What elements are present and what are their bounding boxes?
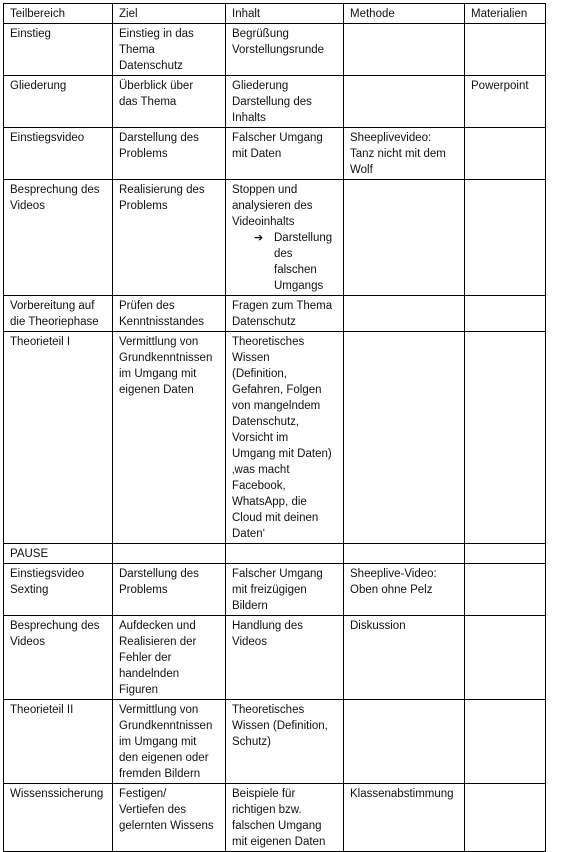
cell-text-line: Einstieg in das xyxy=(119,28,194,40)
cell-text-line: Theoretisches xyxy=(232,704,305,716)
cell-text-line: Datenschutz, xyxy=(232,416,300,428)
cell-ziel xyxy=(113,564,226,616)
cell-methode xyxy=(344,76,465,128)
cell-inhalt xyxy=(226,332,344,544)
cell-text-line: Problems xyxy=(119,584,168,596)
cell-methode xyxy=(344,332,465,544)
table-row xyxy=(4,76,546,128)
table-row xyxy=(4,128,546,180)
table-row xyxy=(4,784,546,852)
cell-text-line: Prüfen des xyxy=(119,300,175,312)
cell-text-line: Klassenabstimmung xyxy=(350,788,454,800)
cell-text-line: Powerpoint xyxy=(471,80,529,92)
cell-text-line: Datenschutz xyxy=(232,316,296,328)
cell-materialien xyxy=(465,332,546,544)
cell-text-line: Sexting xyxy=(10,584,49,596)
cell-text-line: mit freizügigen xyxy=(232,584,307,596)
cell-methode xyxy=(344,180,465,296)
cell-teilbereich xyxy=(4,332,113,544)
cell-text-line: Vermittlung von xyxy=(119,704,199,716)
cell-text-line: Falscher Umgang xyxy=(232,132,323,144)
arrow-bullet-line: Umgangs xyxy=(274,280,324,292)
cell-text-line: richtigen bzw. xyxy=(232,804,302,816)
cell-materialien xyxy=(465,128,546,180)
cell-text-line: Theorieteil II xyxy=(10,704,74,716)
cell-text-line: Handlung des xyxy=(232,620,303,632)
cell-text-line: Inhalts xyxy=(232,112,266,124)
table-row xyxy=(4,296,546,332)
cell-text-line: Darstellung des xyxy=(232,96,312,108)
cell-text-line: im Umgang mit xyxy=(119,736,197,748)
cell-text-line: Falscher Umgang xyxy=(232,568,323,580)
cell-text-line: Sheeplivevideo: xyxy=(350,132,432,144)
cell-materialien xyxy=(465,296,546,332)
header-methode: Methode xyxy=(344,4,465,24)
table-body xyxy=(4,24,546,852)
cell-methode xyxy=(344,544,465,564)
table-row xyxy=(4,616,546,700)
cell-teilbereich xyxy=(4,616,113,700)
cell-text-line: Grundkenntnissen xyxy=(119,352,213,364)
cell-methode xyxy=(344,616,465,700)
cell-text-line: Begrüßung xyxy=(232,28,289,40)
cell-text-line: Sheeplive-Video: xyxy=(350,568,437,580)
cell-text-line: fremden Bildern xyxy=(119,768,201,780)
cell-text-line: Oben ohne Pelz xyxy=(350,584,433,596)
cell-text-line: Videos xyxy=(10,200,45,212)
cell-materialien xyxy=(465,544,546,564)
cell-text-line: Problems xyxy=(119,200,168,212)
cell-text-line: handelnden xyxy=(119,668,180,680)
cell-text-line: Videos xyxy=(232,636,267,648)
cell-text-line: Realisierung des xyxy=(119,184,205,196)
cell-teilbereich xyxy=(4,784,113,852)
cell-methode xyxy=(344,128,465,180)
cell-text-line: falschen Umgang xyxy=(232,820,322,832)
cell-text-line: Vorstellungsrunde xyxy=(232,44,325,56)
cell-teilbereich xyxy=(4,180,113,296)
cell-text-line: Einstiegsvideo xyxy=(10,132,85,144)
cell-text-line: analysieren des xyxy=(232,200,313,212)
cell-materialien xyxy=(465,24,546,76)
arrow-bullet xyxy=(232,230,337,294)
cell-teilbereich xyxy=(4,24,113,76)
table-row xyxy=(4,700,546,784)
cell-text-line: WhatsApp, die xyxy=(232,496,307,508)
cell-text-line: Wissenssicherung xyxy=(10,788,104,800)
cell-text-line: Diskussion xyxy=(350,620,406,632)
cell-text-line: eigenen Daten xyxy=(119,384,194,396)
cell-materialien xyxy=(465,180,546,296)
cell-text-line: Realisieren der xyxy=(119,636,197,648)
cell-ziel xyxy=(113,784,226,852)
table-row xyxy=(4,544,546,564)
cell-methode xyxy=(344,784,465,852)
cell-text-line: Facebook, xyxy=(232,480,286,492)
cell-text-line: Cloud mit deinen xyxy=(232,512,319,524)
table-header-row xyxy=(4,4,546,24)
cell-teilbereich xyxy=(4,700,113,784)
cell-materialien xyxy=(465,784,546,852)
cell-text-line: Wolf xyxy=(350,164,373,176)
cell-text-line: das Thema xyxy=(119,96,177,108)
cell-text-line: mit eigenen Daten xyxy=(232,836,326,848)
cell-text-line: Datenschutz xyxy=(119,60,183,72)
cell-text-line: im Umgang mit xyxy=(119,368,197,380)
header-ziel: Ziel xyxy=(113,4,226,24)
cell-materialien xyxy=(465,564,546,616)
cell-text-line: Kenntnisstandes xyxy=(119,316,205,328)
table-row xyxy=(4,24,546,76)
cell-inhalt xyxy=(226,784,344,852)
table-row xyxy=(4,564,546,616)
cell-text-line: Theorieteil I xyxy=(10,336,71,348)
cell-text-line: Gliederung xyxy=(232,80,289,92)
cell-text-line: Darstellung des xyxy=(119,568,199,580)
cell-inhalt xyxy=(226,616,344,700)
cell-methode xyxy=(344,296,465,332)
cell-teilbereich xyxy=(4,296,113,332)
cell-teilbereich xyxy=(4,564,113,616)
cell-text-line: Aufdecken und xyxy=(119,620,196,632)
cell-ziel xyxy=(113,700,226,784)
cell-ziel xyxy=(113,616,226,700)
cell-text-line: ‚was macht xyxy=(232,464,290,476)
cell-teilbereich xyxy=(4,76,113,128)
cell-text-line: Umgang mit Daten) xyxy=(232,448,332,460)
cell-ziel xyxy=(113,296,226,332)
cell-inhalt xyxy=(226,564,344,616)
cell-ziel xyxy=(113,332,226,544)
cell-text-line: Überblick über xyxy=(119,80,194,92)
cell-text-line: Vorbereitung auf xyxy=(10,300,95,312)
header-teilbereich: Teilbereich xyxy=(4,4,113,24)
cell-text-line: von mangelndem xyxy=(232,400,321,412)
cell-inhalt xyxy=(226,24,344,76)
arrow-bullet-text xyxy=(274,230,332,294)
cell-text-line: Gefahren, Folgen xyxy=(232,384,322,396)
cell-text-line: Fehler der xyxy=(119,652,172,664)
cell-text-line: Thema xyxy=(119,44,155,56)
cell-text-line: Wissen xyxy=(232,352,270,364)
header-materialien: Materialien xyxy=(465,4,546,24)
cell-inhalt xyxy=(226,296,344,332)
cell-text-line: gelernten Wissens xyxy=(119,820,214,832)
cell-inhalt xyxy=(226,700,344,784)
cell-text-line: Besprechung des xyxy=(10,620,100,632)
cell-text-line: Gliederung xyxy=(10,80,67,92)
cell-text-line: Videoinhalts xyxy=(232,216,295,228)
cell-inhalt xyxy=(226,544,344,564)
cell-materialien xyxy=(465,616,546,700)
cell-text-line: Vermittlung von xyxy=(119,336,199,348)
cell-text-line: Besprechung des xyxy=(10,184,100,196)
cell-text-line: Videos xyxy=(10,636,45,648)
cell-text-line: Festigen/ xyxy=(119,788,167,800)
cell-inhalt xyxy=(226,128,344,180)
cell-text-line: Vertiefen des xyxy=(119,804,187,816)
arrow-bullet-line: des xyxy=(274,248,293,260)
right-arrow-icon: ➔ xyxy=(254,231,264,244)
cell-methode xyxy=(344,564,465,616)
cell-text-line: mit Daten xyxy=(232,148,282,160)
cell-text-line: Problems xyxy=(119,148,168,160)
cell-text-line: Beispiele für xyxy=(232,788,296,800)
arrow-bullet-line: Darstellung xyxy=(274,232,333,244)
cell-teilbereich xyxy=(4,544,113,564)
cell-text-line: Bildern xyxy=(232,600,268,612)
cell-ziel xyxy=(113,544,226,564)
cell-methode xyxy=(344,24,465,76)
table-row xyxy=(4,332,546,544)
cell-ziel xyxy=(113,128,226,180)
cell-text-line: Figuren xyxy=(119,684,158,696)
cell-text-line: Wissen (Definition, xyxy=(232,720,328,732)
cell-ziel xyxy=(113,180,226,296)
cell-text-line: die Theoriephase xyxy=(10,316,99,328)
cell-text-line: Daten‘ xyxy=(232,528,266,540)
cell-inhalt xyxy=(226,76,344,128)
cell-text-line: Einstieg xyxy=(10,28,51,40)
cell-materialien xyxy=(465,76,546,128)
cell-text-line: Vorsicht im xyxy=(232,432,289,444)
cell-text-line: Einstiegsvideo xyxy=(10,568,85,580)
cell-teilbereich xyxy=(4,128,113,180)
cell-text-line: den eigenen oder xyxy=(119,752,209,764)
cell-materialien xyxy=(465,700,546,784)
cell-ziel xyxy=(113,76,226,128)
table-row xyxy=(4,180,546,296)
arrow-bullet-line: falschen xyxy=(274,264,317,276)
cell-text-line: (Definition, xyxy=(232,368,287,380)
cell-text-line: Fragen zum Thema xyxy=(232,300,333,312)
cell-text-line: Schutz) xyxy=(232,736,271,748)
cell-methode xyxy=(344,700,465,784)
cell-inhalt xyxy=(226,180,344,296)
cell-text-line: Grundkenntnissen xyxy=(119,720,213,732)
cell-text-line: Tanz nicht mit dem xyxy=(350,148,446,160)
cell-text-line: PAUSE xyxy=(10,548,49,560)
header-inhalt: Inhalt xyxy=(226,4,344,24)
cell-text-line: Darstellung des xyxy=(119,132,199,144)
cell-text-line: Stoppen und xyxy=(232,184,298,196)
cell-text-line: Theoretisches xyxy=(232,336,305,348)
lesson-plan-table xyxy=(3,3,546,852)
cell-ziel xyxy=(113,24,226,76)
